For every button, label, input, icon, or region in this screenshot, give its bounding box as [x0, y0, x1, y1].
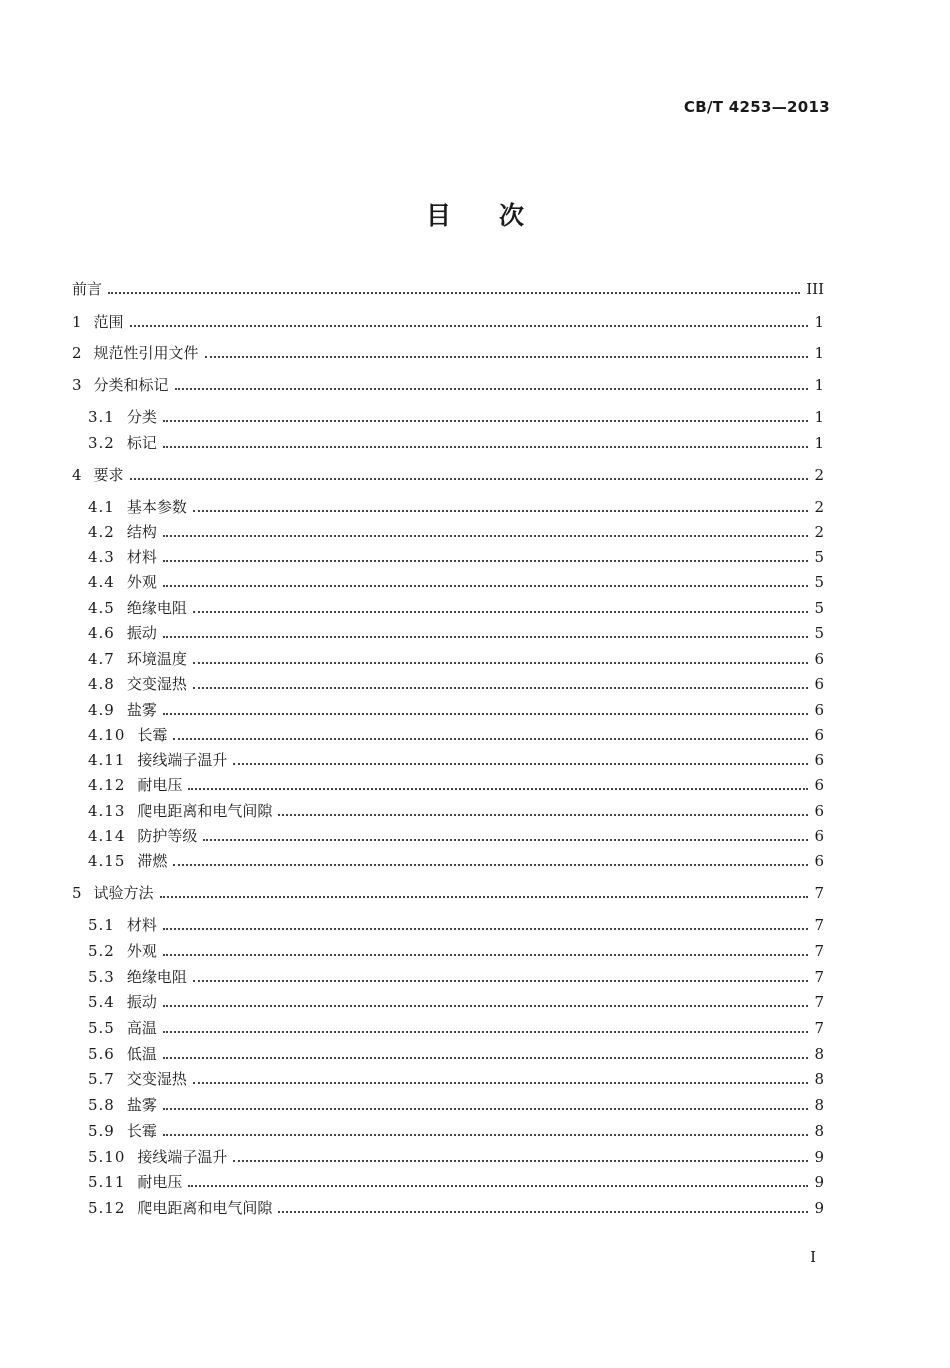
toc-entry[interactable]	[88, 1120, 824, 1142]
toc-entry[interactable]	[72, 464, 824, 486]
toc-entry-label: 滞燃	[137, 852, 168, 870]
toc-entry-label: 耐电压	[137, 776, 183, 794]
dot-leader	[130, 478, 808, 480]
toc-entry-label: 交变湿热	[126, 675, 187, 693]
dot-leader	[163, 1057, 808, 1059]
toc-entry-label: 接线端子温升	[137, 751, 228, 769]
dot-leader	[163, 1134, 808, 1136]
toc-entry[interactable]	[88, 699, 824, 721]
toc-entry[interactable]	[88, 749, 824, 771]
toc-entry[interactable]	[88, 800, 824, 822]
dot-leader	[163, 636, 808, 638]
toc-entry-number: 5.11	[88, 1173, 126, 1191]
dot-leader	[205, 356, 808, 358]
toc-entry[interactable]	[88, 432, 824, 454]
toc-entry-number: 5	[72, 884, 82, 902]
toc-entry-number: 1	[72, 313, 82, 331]
toc-entry[interactable]	[72, 374, 824, 396]
toc-entry[interactable]	[88, 1043, 824, 1065]
dot-leader	[163, 420, 808, 422]
toc-entry-label: 振动	[126, 624, 157, 642]
toc-entry-page: 6	[814, 852, 824, 870]
toc-entry-page: 2	[814, 498, 824, 516]
toc-entry-number: 4.1	[88, 498, 115, 516]
toc-entry-page: 9	[814, 1148, 824, 1166]
dot-leader	[278, 814, 808, 816]
toc-entry-page: 1	[814, 344, 824, 362]
dot-leader	[163, 535, 808, 537]
dot-leader	[193, 662, 808, 664]
toc-entry-label: 接线端子温升	[137, 1148, 228, 1166]
toc-entry-number: 4.15	[88, 852, 126, 870]
toc-entry-page: 6	[814, 827, 824, 845]
toc-entry-page: 9	[814, 1173, 824, 1191]
page-number: I	[810, 1248, 816, 1266]
toc-entry[interactable]	[88, 774, 824, 796]
toc-entry-page: 8	[814, 1096, 824, 1114]
toc-entry-label: 结构	[126, 523, 157, 541]
toc-entry-label: 盐雾	[126, 1096, 157, 1114]
dot-leader	[233, 763, 808, 765]
toc-entry-number: 5.4	[88, 993, 115, 1011]
dot-leader	[160, 896, 808, 898]
toc-entry-number: 4.5	[88, 599, 115, 617]
toc-entry-number: 5.3	[88, 968, 115, 986]
dot-leader	[163, 1031, 808, 1033]
standard-code: CB/T 4253—2013	[683, 98, 830, 116]
toc-entry-page: 6	[814, 701, 824, 719]
dot-leader	[173, 864, 808, 866]
toc-entry-page: III	[806, 280, 824, 298]
toc-entry-page: 6	[814, 776, 824, 794]
dot-leader	[163, 446, 808, 448]
toc-entry-number: 4.6	[88, 624, 115, 642]
toc-entry-label: 要求	[93, 466, 124, 484]
toc-entry-page: 7	[814, 884, 824, 902]
toc-entry-number: 5.10	[88, 1148, 126, 1166]
toc-entry-page: 8	[814, 1122, 824, 1140]
toc-entry-page: 7	[814, 1019, 824, 1037]
toc-entry-number: 5.7	[88, 1070, 115, 1088]
dot-leader	[163, 560, 808, 562]
toc-entry-number: 4.13	[88, 802, 126, 820]
dot-leader	[173, 738, 808, 740]
toc-entry-page: 6	[814, 802, 824, 820]
toc-entry-page: 1	[814, 434, 824, 452]
toc-entry-page: 7	[814, 968, 824, 986]
toc-entry[interactable]	[88, 1197, 824, 1219]
toc-entry-label: 规范性引用文件	[93, 344, 199, 362]
toc-entry-number: 3.2	[88, 434, 115, 452]
toc-entry-page: 7	[814, 993, 824, 1011]
toc-entry-label: 试验方法	[93, 884, 154, 902]
dot-leader	[163, 928, 808, 930]
toc-entry-label: 交变湿热	[126, 1070, 187, 1088]
toc-entry-label: 环境温度	[126, 650, 187, 668]
toc-entry-label: 长霉	[137, 726, 168, 744]
toc-entry-number: 5.9	[88, 1122, 115, 1140]
toc-entry-label: 长霉	[126, 1122, 157, 1140]
toc-entry-page: 1	[814, 376, 824, 394]
dot-leader	[193, 980, 808, 982]
toc-entry[interactable]	[72, 311, 824, 333]
toc-entry-page: 6	[814, 675, 824, 693]
toc-entry-number: 5.5	[88, 1019, 115, 1037]
toc-entry-number: 5.1	[88, 916, 115, 934]
toc-entry-number: 2	[72, 344, 82, 362]
toc-entry[interactable]	[88, 966, 824, 988]
toc-entry[interactable]	[88, 1068, 824, 1090]
toc-entry-page: 1	[814, 408, 824, 426]
dot-leader	[163, 954, 808, 956]
dot-leader	[193, 1082, 808, 1084]
toc-entry[interactable]	[88, 546, 824, 568]
toc-entry[interactable]	[88, 940, 824, 962]
toc-entry[interactable]	[72, 342, 824, 364]
dot-leader	[163, 1005, 808, 1007]
toc-entry[interactable]	[88, 496, 824, 518]
toc-entry[interactable]	[88, 1171, 824, 1193]
toc-entry-label: 爬电距离和电气间隙	[137, 802, 273, 820]
toc-entry-label: 盐雾	[126, 701, 157, 719]
dot-leader	[278, 1211, 808, 1213]
toc-entry-label: 低温	[126, 1045, 157, 1063]
toc-entry-number: 3.1	[88, 408, 115, 426]
toc-entry-label: 高温	[126, 1019, 157, 1037]
dot-leader	[163, 713, 808, 715]
toc-entry-label: 材料	[126, 548, 157, 566]
toc-entry[interactable]	[88, 1146, 824, 1168]
toc-entry[interactable]	[88, 597, 824, 619]
toc-entry[interactable]	[88, 571, 824, 593]
toc-entry[interactable]	[88, 622, 824, 644]
toc-entry-page: 8	[814, 1070, 824, 1088]
toc-entry-label: 爬电距离和电气间隙	[137, 1199, 273, 1217]
toc-entry-label: 分类	[126, 408, 157, 426]
dot-leader	[233, 1160, 808, 1162]
toc-entry-page: 7	[814, 942, 824, 960]
toc-entry[interactable]	[88, 724, 824, 746]
dot-leader	[108, 292, 800, 294]
toc-entry-number: 3	[72, 376, 82, 394]
toc-entry-label: 分类和标记	[93, 376, 169, 394]
toc-entry-number: 4.10	[88, 726, 126, 744]
toc-entry[interactable]	[88, 406, 824, 428]
toc-entry[interactable]	[88, 673, 824, 695]
toc-entry-label: 防护等级	[137, 827, 198, 845]
toc-entry-label: 耐电压	[137, 1173, 183, 1191]
toc-entry-page: 5	[814, 548, 824, 566]
dot-leader	[188, 788, 808, 790]
toc-entry-page: 2	[814, 466, 824, 484]
toc-entry-page: 2	[814, 523, 824, 541]
toc-entry[interactable]	[88, 914, 824, 936]
toc-entry-label: 范围	[93, 313, 124, 331]
dot-leader	[193, 611, 808, 613]
toc-entry-number: 4.8	[88, 675, 115, 693]
toc-entry-page: 6	[814, 726, 824, 744]
toc-entry-number: 5.2	[88, 942, 115, 960]
toc-entry-label: 外观	[126, 942, 157, 960]
toc-entry[interactable]	[88, 1017, 824, 1039]
dot-leader	[163, 1108, 808, 1110]
toc-entry-number: 4.2	[88, 523, 115, 541]
toc-entry[interactable]	[88, 825, 824, 847]
toc-entry-number: 4.7	[88, 650, 115, 668]
toc-entry-number: 4	[72, 466, 82, 484]
toc-entry-label: 前言	[72, 280, 103, 298]
toc-entry-number: 5.6	[88, 1045, 115, 1063]
toc-entry-label: 基本参数	[126, 498, 187, 516]
dot-leader	[193, 687, 808, 689]
toc-entry[interactable]	[88, 648, 824, 670]
toc-entry-number: 5.8	[88, 1096, 115, 1114]
toc-entry[interactable]	[88, 1094, 824, 1116]
toc-entry[interactable]	[88, 991, 824, 1013]
toc-entry[interactable]	[88, 850, 824, 872]
toc-entry-number: 4.14	[88, 827, 126, 845]
toc-entry-page: 6	[814, 650, 824, 668]
toc-entry-page: 9	[814, 1199, 824, 1217]
toc-entry-number: 4.12	[88, 776, 126, 794]
toc-entry-page: 1	[814, 313, 824, 331]
dot-leader	[188, 1185, 808, 1187]
toc-entry-page: 5	[814, 573, 824, 591]
dot-leader	[175, 388, 808, 390]
toc-entry-label: 材料	[126, 916, 157, 934]
toc-entry-number: 5.12	[88, 1199, 126, 1217]
toc-entry-page: 6	[814, 751, 824, 769]
dot-leader	[193, 510, 808, 512]
toc-entry-label: 振动	[126, 993, 157, 1011]
toc-entry-number: 4.4	[88, 573, 115, 591]
toc-entry-page: 8	[814, 1045, 824, 1063]
toc-entry-label: 绝缘电阻	[126, 968, 187, 986]
toc-entry-number: 4.9	[88, 701, 115, 719]
toc-entry[interactable]	[72, 278, 824, 300]
dot-leader	[163, 585, 808, 587]
toc-entry-page: 7	[814, 916, 824, 934]
toc-entry-page: 5	[814, 624, 824, 642]
toc-entry-number: 4.3	[88, 548, 115, 566]
dot-leader	[203, 839, 808, 841]
toc-entry-label: 外观	[126, 573, 157, 591]
toc-entry-number: 4.11	[88, 751, 126, 769]
toc-entry[interactable]	[88, 521, 824, 543]
dot-leader	[130, 325, 808, 327]
page-title: 目次	[425, 201, 572, 230]
toc-entry-page: 5	[814, 599, 824, 617]
toc-entry-label: 绝缘电阻	[126, 599, 187, 617]
toc-entry-label: 标记	[126, 434, 157, 452]
toc-entry[interactable]	[72, 882, 824, 904]
